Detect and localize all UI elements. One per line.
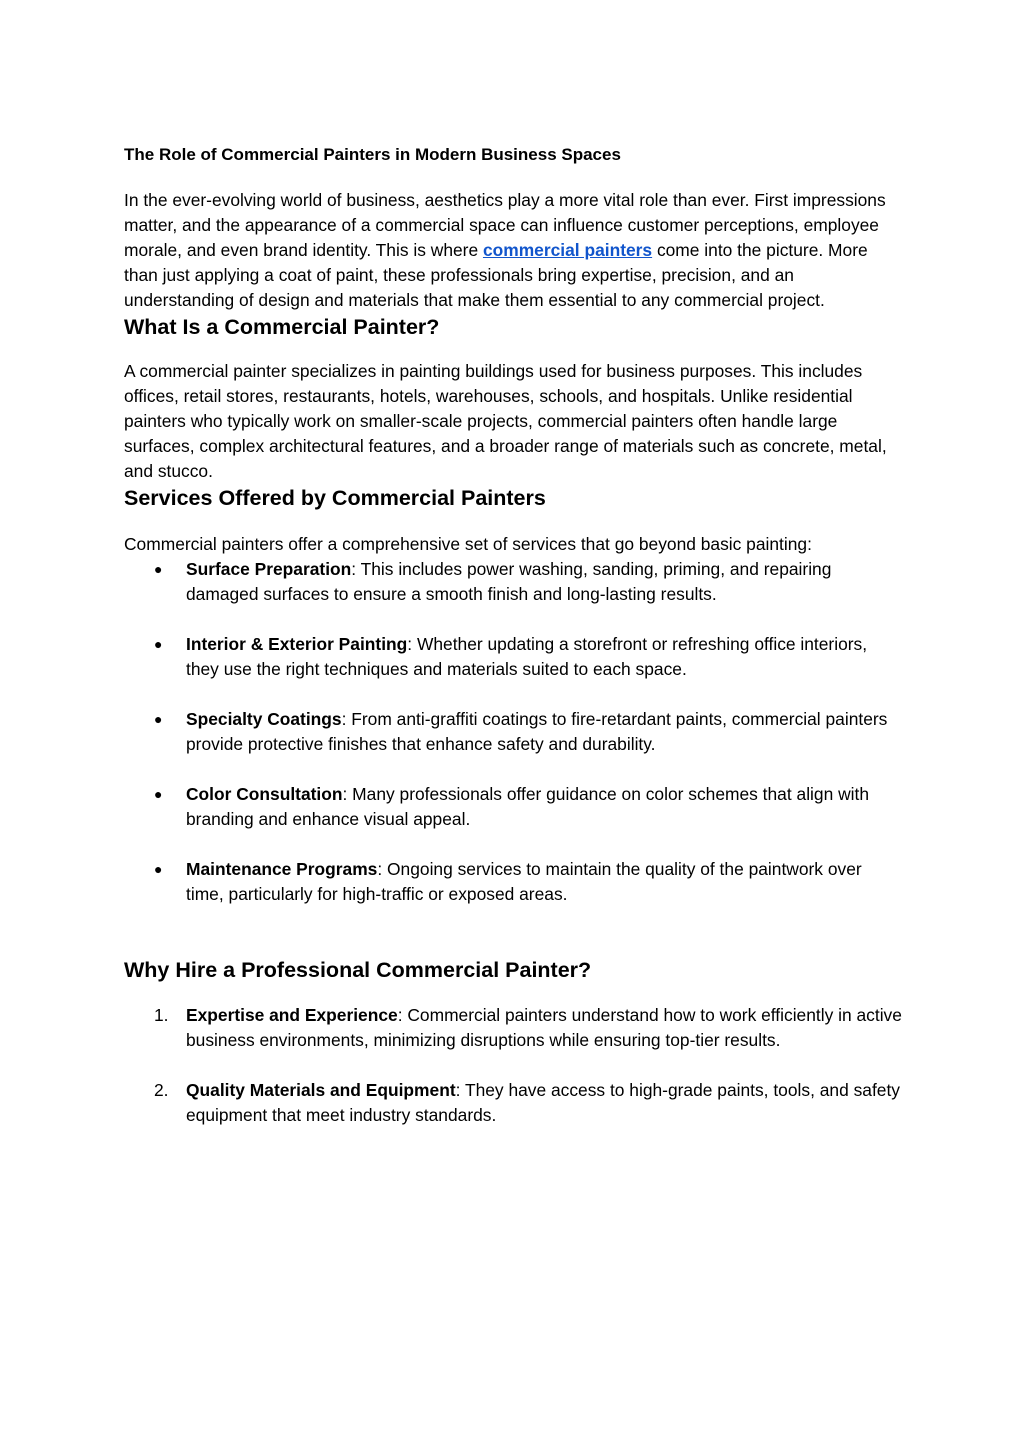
- document-page: [124, 143, 904, 1153]
- list-item-term: Surface Preparation: [186, 559, 352, 579]
- list-item-term: Expertise and Experience: [186, 1005, 398, 1025]
- list-item: [124, 707, 904, 757]
- list-item-text: : They have access to high-grade paints, tools, and safety equipment that meet industry standards.: [186, 1080, 900, 1125]
- list-item-term: Specialty Coatings: [186, 709, 342, 729]
- list-item-number: 1.: [154, 1005, 169, 1025]
- list-item-text: : Ongoing services to maintain the quality of the paintwork over time, particularly for high-traffic or exposed areas.: [186, 859, 862, 904]
- what-heading: What Is a Commercial Painter?: [124, 315, 440, 339]
- list-item-text: : From anti-graffiti coatings to fire-retardant paints, commercial painters provide protective finishes that enhance safety and durability.: [186, 709, 888, 754]
- commercial-painters-link[interactable]: commercial painters: [482, 240, 653, 260]
- list-item: [124, 1078, 904, 1128]
- services-heading: Services Offered by Commercial Painters: [124, 486, 546, 510]
- what-paragraph: A commercial painter specializes in painting buildings used for business purposes. This includes offices, retail stores, restaurants, hotels, warehouses, schools, and hospitals. Unlike residential painters who typically work on smaller-scale projects, commercial painters often handle large surfaces, complex architectural features, and a broader range of materials such as concrete, metal, and stucco.: [124, 361, 887, 481]
- list-item-term: Maintenance Programs: [186, 859, 378, 879]
- list-item: [124, 557, 904, 607]
- intro-text-after-link: come into the picture. More than just applying a coat of paint, these professionals bring expertise, precision, and an understanding of design and materials that make them essential to any commercial project.: [124, 240, 868, 310]
- services-list: [124, 557, 904, 907]
- list-item-number: 2.: [154, 1080, 169, 1100]
- list-item-term: Quality Materials and Equipment: [186, 1080, 456, 1100]
- bullet-icon: ●: [154, 861, 163, 877]
- list-item-text: : Many professionals offer guidance on color schemes that align with branding and enhance visual appeal.: [186, 784, 870, 829]
- intro-paragraph: [124, 188, 904, 313]
- list-item-term: Interior & Exterior Painting: [186, 634, 408, 654]
- list-item-term: Color Consultation: [186, 784, 343, 804]
- list-item: [124, 857, 904, 907]
- bullet-icon: ●: [154, 786, 163, 802]
- list-item: [124, 782, 904, 832]
- bullet-icon: ●: [154, 636, 163, 652]
- why-heading: Why Hire a Professional Commercial Painter?: [124, 958, 592, 982]
- list-item-text: : This includes power washing, sanding, priming, and repairing damaged surfaces to ensure a smooth finish and long-lasting results.: [186, 559, 832, 604]
- list-item-text: : Whether updating a storefront or refreshing office interiors, they use the right techniques and materials suited to each space.: [186, 634, 868, 679]
- why-list: [124, 1003, 904, 1128]
- bullet-icon: ●: [154, 711, 163, 727]
- bullet-icon: ●: [154, 561, 163, 577]
- document-title: The Role of Commercial Painters in Modern Business Spaces: [124, 145, 621, 164]
- list-item-text: : Commercial painters understand how to work efficiently in active business environments, minimizing disruptions while ensuring top-tier results.: [186, 1005, 902, 1050]
- intro-text-before-link: In the ever-evolving world of business, aesthetics play a more vital role than ever. First impressions matter, and the appearance of a commercial space can influence customer perceptions, employee morale, and even brand identity. This is where: [124, 190, 886, 260]
- list-item: [124, 1003, 904, 1053]
- services-intro: Commercial painters offer a comprehensive set of services that go beyond basic painting:: [124, 534, 812, 554]
- list-item: [124, 632, 904, 682]
